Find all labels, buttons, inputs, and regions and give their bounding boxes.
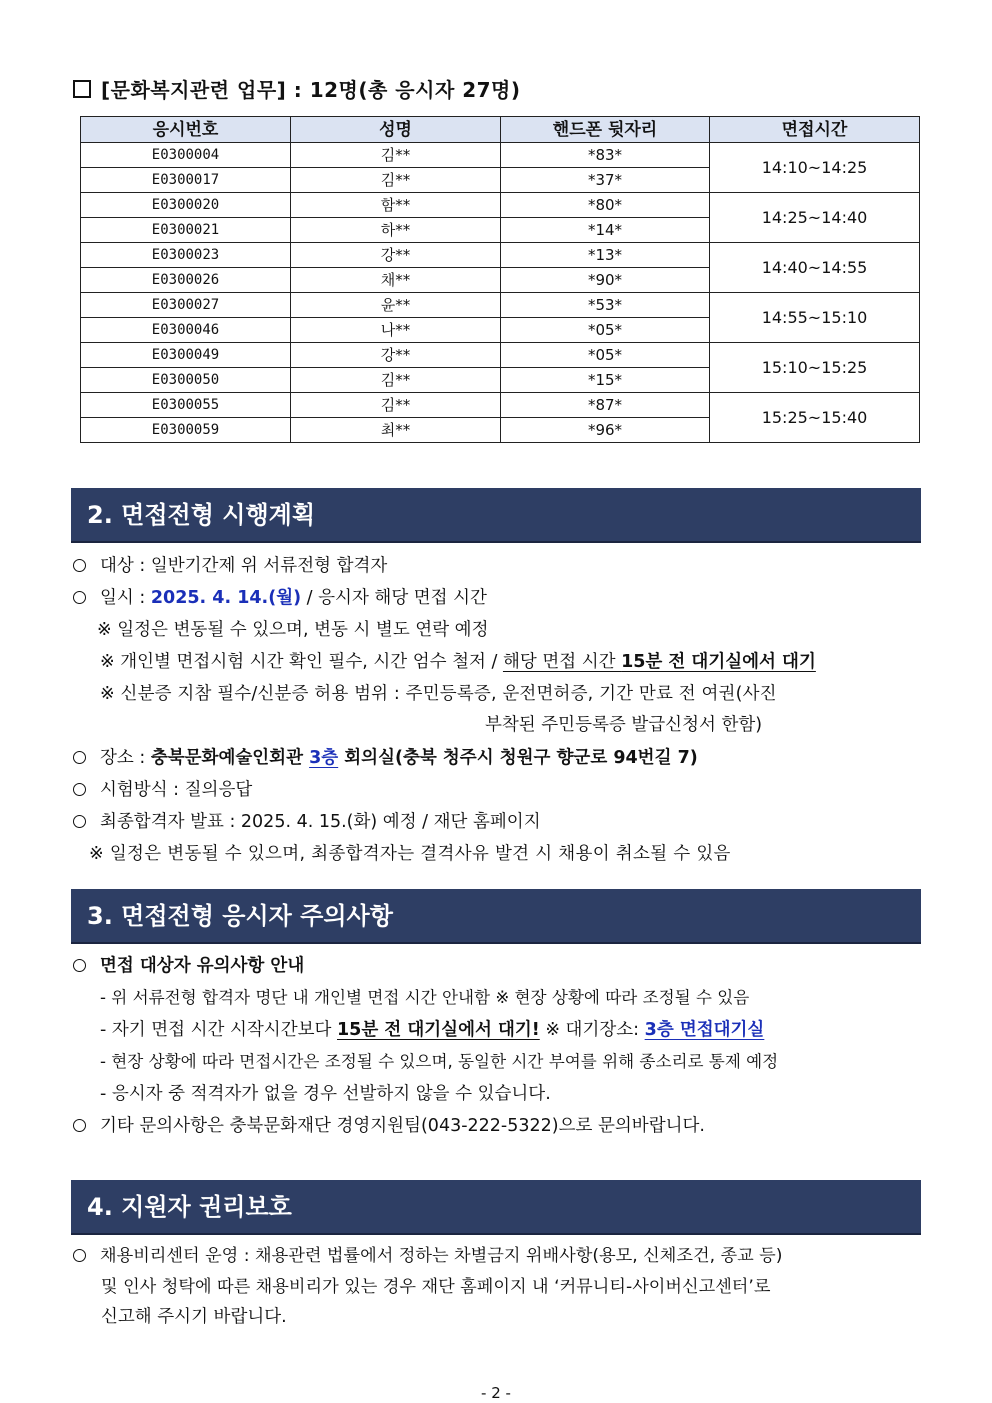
precautions-head-text: 면접 대상자 유의사항 안내 <box>100 956 305 976</box>
table-header-row <box>81 117 920 143</box>
circle-bullet-icon <box>73 591 86 604</box>
exam-number: E0300055 <box>81 393 291 418</box>
circle-bullet-icon <box>73 1119 86 1132</box>
date-suffix: / 응시자 해당 면접 시간 <box>301 588 487 608</box>
place-floor: 3층 <box>309 748 339 768</box>
punctuality-note-underline <box>503 652 816 672</box>
applicant-name: 강** <box>291 243 501 268</box>
precaution-item-2 <box>100 1017 764 1043</box>
circle-bullet-icon <box>73 959 86 972</box>
group-title <box>73 74 521 103</box>
punctuality-note-prefix: ※ 개인별 면접시험 시간 확인 필수, 시간 엄수 철저 / <box>100 652 503 672</box>
section-2-header: 2. 면접전형 시행계획 <box>71 488 921 543</box>
circle-bullet-icon <box>73 751 86 764</box>
phone-digits: *05* <box>501 318 710 343</box>
punctuality-note <box>100 649 816 675</box>
rights-line-1 <box>73 1243 782 1269</box>
date-line <box>73 585 487 611</box>
announce-line <box>73 809 541 835</box>
target-text: 대상 : 일반기간제 위 서류전형 합격자 <box>100 556 388 576</box>
id-note-line2: 부착된 주민등록증 발급신청서 한함) <box>485 715 763 735</box>
phone-digits: *13* <box>501 243 710 268</box>
phone-digits: *14* <box>501 218 710 243</box>
precaution-item-1: - 위 서류전형 합격자 명단 내 개인별 면접 시간 안내함 ※ 현장 상황에 따라 조정될 수 있음 <box>100 988 750 1007</box>
punctuality-note-u1: 해당 면접 시간 <box>502 652 622 672</box>
rights-text-1: 채용비리센터 운영 : 채용관련 법률에서 정하는 차별금지 위배사항(용모, 신체조건, 종교 등) <box>100 1246 783 1266</box>
precautions-head <box>73 953 304 979</box>
exam-number: E0300046 <box>81 318 291 343</box>
exam-number: E0300059 <box>81 418 291 443</box>
phone-digits: *05* <box>501 343 710 368</box>
place-line <box>73 745 698 771</box>
exam-number: E0300050 <box>81 368 291 393</box>
circle-bullet-icon <box>73 783 86 796</box>
phone-digits: *83* <box>501 143 710 168</box>
applicant-name: 김** <box>291 368 501 393</box>
rights-line-3: 신고해 주시기 바랍니다. <box>101 1307 287 1327</box>
applicant-name: 김** <box>291 143 501 168</box>
applicant-name: 윤** <box>291 293 501 318</box>
waiting-room: 3층 면접대기실 <box>644 1020 765 1040</box>
exam-number: E0300049 <box>81 343 291 368</box>
page-number: - 2 - <box>481 1384 511 1402</box>
applicant-name: 김** <box>291 393 501 418</box>
interview-slot: 14:25~14:40 <box>710 193 920 243</box>
interview-slot: 14:10~14:25 <box>710 143 920 193</box>
exam-number: E0300004 <box>81 143 291 168</box>
table-row <box>81 243 920 268</box>
section-4-header: 4. 지원자 권리보호 <box>71 1180 921 1235</box>
target-line <box>73 553 387 579</box>
exam-number: E0300023 <box>81 243 291 268</box>
announce-text: 최종합격자 발표 : 2025. 4. 15.(화) 예정 / 재단 홈페이지 <box>100 812 541 832</box>
applicant-name: 나** <box>291 318 501 343</box>
method-line <box>73 777 252 803</box>
applicant-name: 함** <box>291 193 501 218</box>
place-venue: 충북문화예술인회관 <box>150 748 310 768</box>
item2-prefix: - 자기 면접 시간 시작시간보다 <box>100 1020 337 1040</box>
exam-number: E0300027 <box>81 293 291 318</box>
final-note: ※ 일정은 변동될 수 있으며, 최종합격자는 결격사유 발견 시 채용이 취소될 수 있음 <box>89 844 731 864</box>
applicant-name: 강** <box>291 343 501 368</box>
header-exam-number: 응시번호 <box>81 117 291 143</box>
phone-digits: *87* <box>501 393 710 418</box>
id-note-line1: ※ 신분증 지참 필수/신분증 허용 범위 : 주민등록증, 운전면허증, 기간 만료 전 여권(사진 <box>100 684 777 704</box>
exam-number: E0300017 <box>81 168 291 193</box>
header-name: 성명 <box>291 117 501 143</box>
phone-digits: *96* <box>501 418 710 443</box>
contact-text: 기타 문의사항은 충북문화재단 경영지원팀(043-222-5322)으로 문의바랍니다. <box>100 1116 705 1136</box>
applicant-name: 채** <box>291 268 501 293</box>
table-row <box>81 293 920 318</box>
phone-digits: *37* <box>501 168 710 193</box>
punctuality-note-u2: 15분 전 대기실에서 대기 <box>621 652 816 672</box>
applicant-name: 최** <box>291 418 501 443</box>
precaution-item-3: - 현장 상황에 따라 면접시간은 조정될 수 있으며, 동일한 시간 부여를 위해 종소리로 통제 예정 <box>100 1052 779 1071</box>
exam-number: E0300020 <box>81 193 291 218</box>
table-row <box>81 393 920 418</box>
header-phone-digits: 핸드폰 뒷자리 <box>501 117 710 143</box>
header-interview-time: 면접시간 <box>710 117 920 143</box>
section-3-header: 3. 면접전형 응시자 주의사항 <box>71 889 921 944</box>
item2-underline: 15분 전 대기실에서 대기! <box>337 1020 540 1040</box>
phone-digits: *15* <box>501 368 710 393</box>
interview-slot: 14:40~14:55 <box>710 243 920 293</box>
group-title-text: [문화복지관련 업무] : 12명(총 응시자 27명) <box>101 78 521 102</box>
rights-line-2: 및 인사 청탁에 따른 채용비리가 있는 경우 재단 홈페이지 내 ‘커뮤니티-사이버신고센터’로 <box>101 1277 771 1297</box>
phone-digits: *90* <box>501 268 710 293</box>
circle-bullet-icon <box>73 559 86 572</box>
interview-date: 2025. 4. 14.(월) <box>150 588 302 608</box>
interview-slot: 15:25~15:40 <box>710 393 920 443</box>
applicant-table <box>80 116 920 443</box>
precaution-item-4: - 응시자 중 적격자가 없을 경우 선발하지 않을 수 있습니다. <box>100 1084 551 1104</box>
phone-digits: *80* <box>501 193 710 218</box>
applicant-name: 김** <box>291 168 501 193</box>
item2-mid: ※ 대기장소: <box>539 1020 645 1040</box>
interview-slot: 15:10~15:25 <box>710 343 920 393</box>
circle-bullet-icon <box>73 1249 86 1262</box>
phone-digits: *53* <box>501 293 710 318</box>
method-text: 시험방식 : 질의응답 <box>100 780 253 800</box>
interview-slot: 14:55~15:10 <box>710 293 920 343</box>
contact-line <box>73 1113 705 1139</box>
place-room-address: 회의실(충북 청주시 청원구 향군로 94번길 7) <box>338 748 698 768</box>
exam-number: E0300026 <box>81 268 291 293</box>
table-row <box>81 343 920 368</box>
table-row <box>81 193 920 218</box>
date-prefix: 일시 : <box>100 588 151 608</box>
place-prefix: 장소 : <box>100 748 151 768</box>
exam-number: E0300021 <box>81 218 291 243</box>
checkbox-square-icon <box>73 80 91 98</box>
table-row <box>81 143 920 168</box>
circle-bullet-icon <box>73 815 86 828</box>
schedule-change-note: ※ 일정은 변동될 수 있으며, 변동 시 별도 연락 예정 <box>97 620 489 640</box>
applicant-name: 하** <box>291 218 501 243</box>
